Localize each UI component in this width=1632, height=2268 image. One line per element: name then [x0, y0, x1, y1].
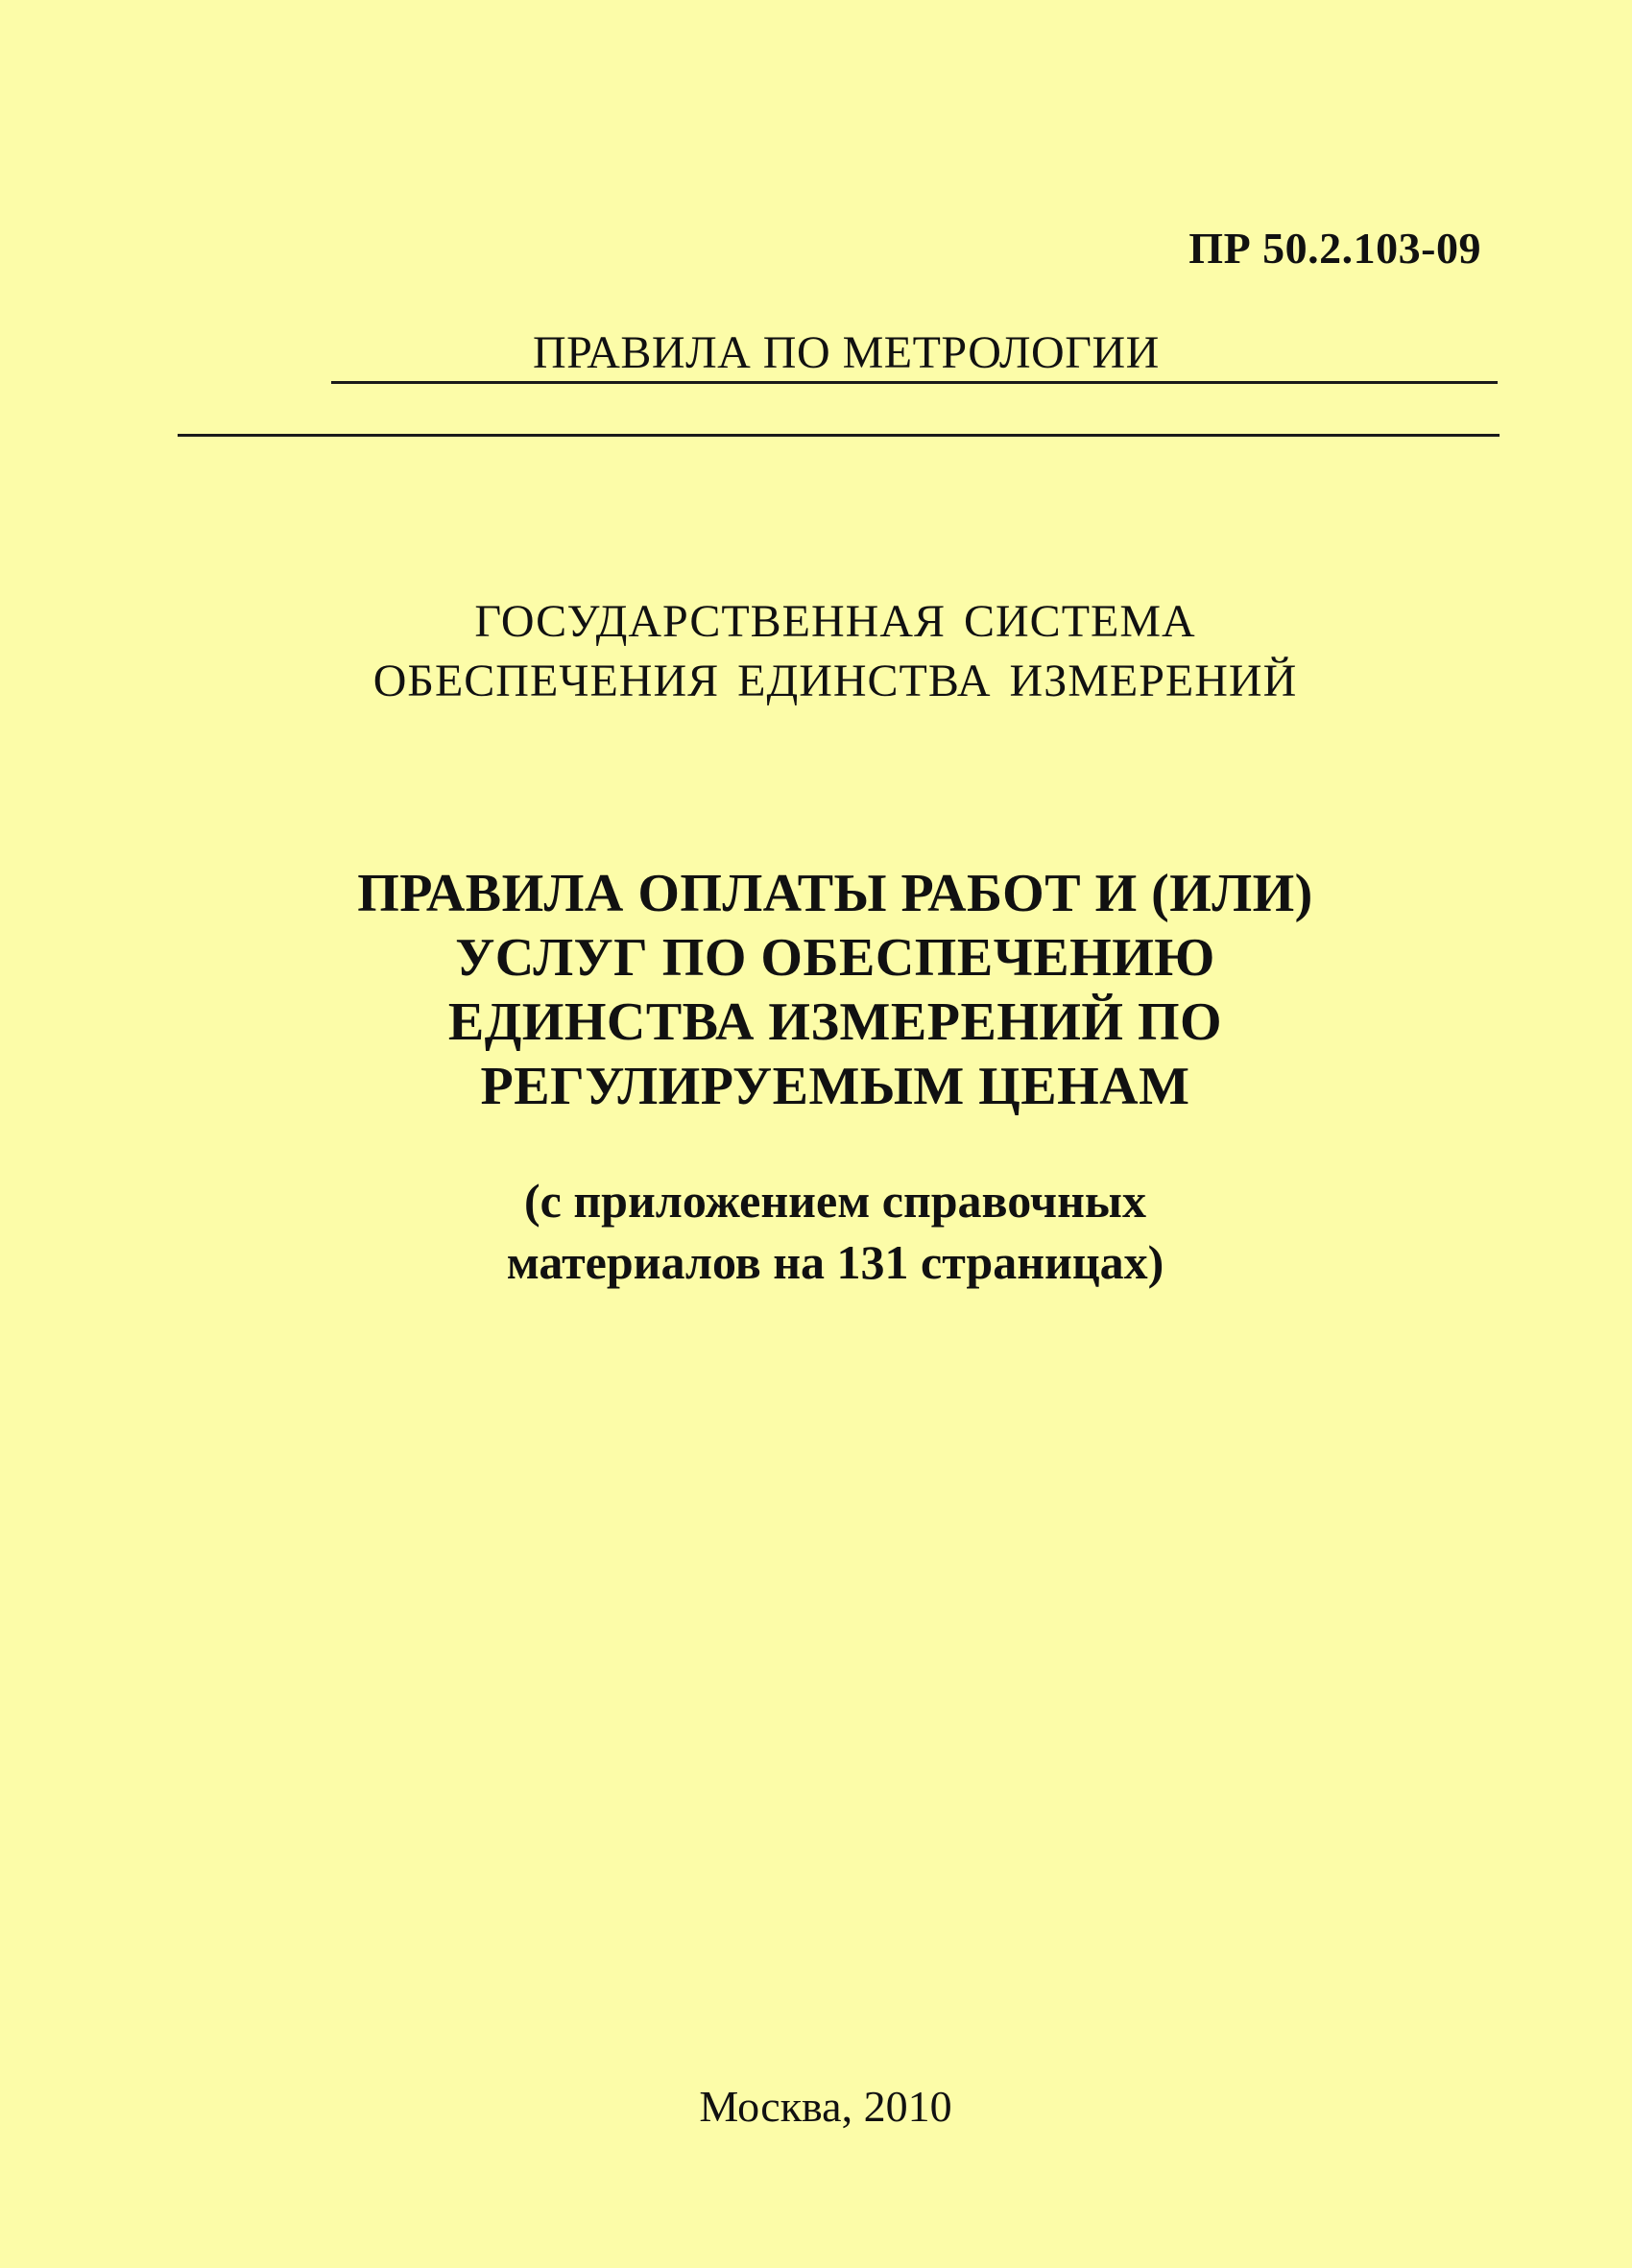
document-title-line: РЕГУЛИРУЕМЫМ ЦЕНАМ [480, 1057, 1190, 1116]
series-title: ПРАВИЛА ПО МЕТРОЛОГИИ [533, 327, 1160, 378]
imprint-place-year: Москва, 2010 [699, 2082, 952, 2131]
annex-note [0, 1170, 1632, 1293]
document-title-line: ЕДИНСТВА ИЗМЕРЕНИЙ ПО [447, 992, 1223, 1052]
header-rule-lower [178, 434, 1500, 437]
document-code: ПР 50.2.103-09 [1188, 224, 1481, 273]
system-name-line: ОБЕСПЕЧЕНИЯ ЕДИНСТВА ИЗМЕРЕНИЙ [372, 656, 1298, 706]
document-title-line: УСЛУГ ПО ОБЕСПЕЧЕНИЮ [455, 928, 1215, 988]
system-name [0, 592, 1632, 711]
document-title-line: ПРАВИЛА ОПЛАТЫ РАБОТ И (ИЛИ) [357, 864, 1313, 923]
header-rule-upper [331, 381, 1498, 384]
document-title [0, 862, 1632, 1119]
annex-note-line: материалов на 131 страницах) [506, 1235, 1164, 1289]
annex-note-line: (с приложением справочных [524, 1174, 1146, 1228]
system-name-line: ГОСУДАРСТВЕННАЯ СИСТЕМА [474, 596, 1196, 647]
